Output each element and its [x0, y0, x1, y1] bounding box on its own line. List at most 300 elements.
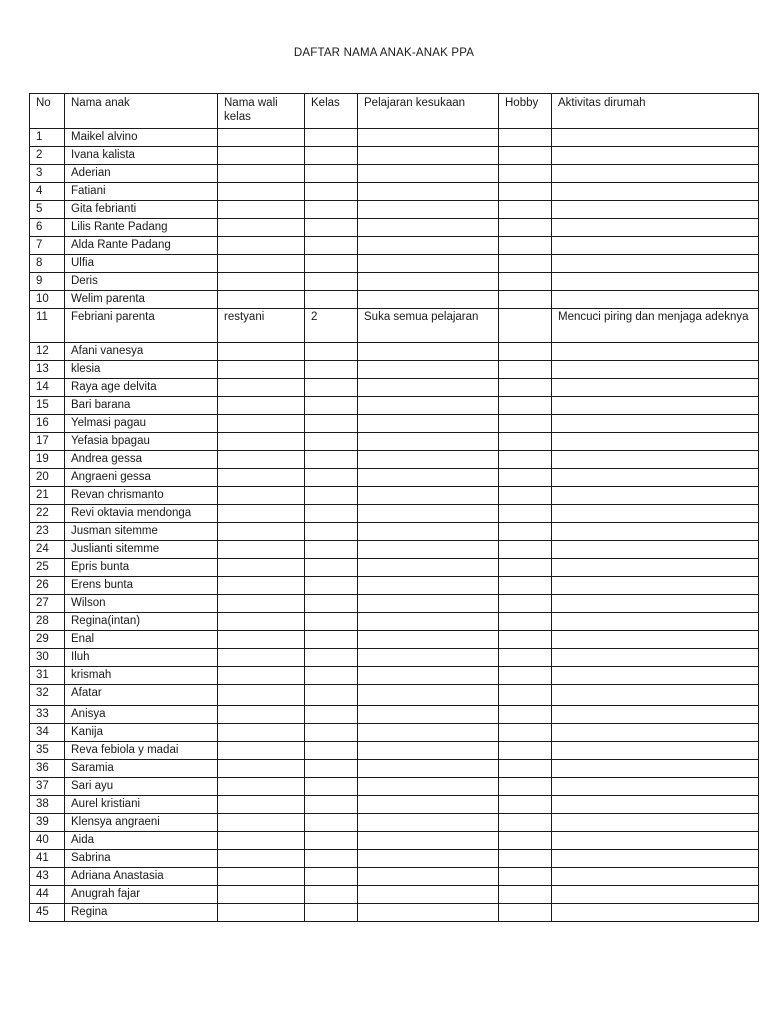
cell-no: 20 [30, 469, 65, 487]
cell-nama-wali-kelas [218, 147, 305, 165]
cell-no: 23 [30, 523, 65, 541]
cell-aktivitas-dirumah [552, 451, 759, 469]
cell-aktivitas-dirumah [552, 379, 759, 397]
table-row [30, 469, 759, 487]
cell-hobby [499, 201, 552, 219]
cell-nama-wali-kelas [218, 850, 305, 868]
cell-kelas [305, 415, 358, 433]
table-row [30, 415, 759, 433]
table-body [30, 129, 759, 922]
table-row [30, 361, 759, 379]
table-row [30, 201, 759, 219]
cell-hobby [499, 868, 552, 886]
cell-kelas [305, 451, 358, 469]
cell-kelas [305, 147, 358, 165]
cell-nama-anak: Ivana kalista [65, 147, 218, 165]
cell-hobby [499, 685, 552, 706]
header-pelajaran-kesukaan: Pelajaran kesukaan [358, 94, 499, 129]
cell-pelajaran-kesukaan [358, 255, 499, 273]
cell-pelajaran-kesukaan: Suka semua pelajaran [358, 309, 499, 343]
cell-kelas [305, 165, 358, 183]
cell-no: 41 [30, 850, 65, 868]
cell-nama-wali-kelas [218, 667, 305, 685]
cell-no: 17 [30, 433, 65, 451]
cell-no: 40 [30, 832, 65, 850]
cell-kelas [305, 379, 358, 397]
cell-aktivitas-dirumah [552, 415, 759, 433]
cell-no: 11 [30, 309, 65, 343]
cell-pelajaran-kesukaan [358, 541, 499, 559]
cell-no: 29 [30, 631, 65, 649]
cell-pelajaran-kesukaan [358, 832, 499, 850]
cell-kelas [305, 433, 358, 451]
cell-kelas [305, 361, 358, 379]
cell-no: 28 [30, 613, 65, 631]
cell-nama-wali-kelas [218, 451, 305, 469]
cell-hobby [499, 237, 552, 255]
cell-aktivitas-dirumah [552, 904, 759, 922]
cell-kelas [305, 850, 358, 868]
cell-hobby [499, 219, 552, 237]
cell-aktivitas-dirumah [552, 469, 759, 487]
cell-pelajaran-kesukaan [358, 667, 499, 685]
cell-pelajaran-kesukaan [358, 886, 499, 904]
cell-nama-wali-kelas: restyani [218, 309, 305, 343]
cell-hobby [499, 778, 552, 796]
cell-nama-anak: Lilis Rante Padang [65, 219, 218, 237]
cell-pelajaran-kesukaan [358, 343, 499, 361]
cell-pelajaran-kesukaan [358, 760, 499, 778]
cell-kelas [305, 291, 358, 309]
cell-nama-wali-kelas [218, 595, 305, 613]
cell-nama-anak: Febriani parenta [65, 309, 218, 343]
cell-nama-wali-kelas [218, 724, 305, 742]
cell-kelas [305, 667, 358, 685]
cell-nama-wali-kelas [218, 832, 305, 850]
cell-nama-wali-kelas [218, 379, 305, 397]
cell-pelajaran-kesukaan [358, 361, 499, 379]
table-row [30, 649, 759, 667]
table-row [30, 706, 759, 724]
table-row [30, 613, 759, 631]
cell-pelajaran-kesukaan [358, 219, 499, 237]
cell-pelajaran-kesukaan [358, 201, 499, 219]
header-nama-wali-kelas: Nama wali kelas [218, 94, 305, 129]
cell-hobby [499, 832, 552, 850]
cell-aktivitas-dirumah [552, 760, 759, 778]
cell-no: 21 [30, 487, 65, 505]
cell-aktivitas-dirumah [552, 850, 759, 868]
cell-aktivitas-dirumah [552, 147, 759, 165]
cell-nama-wali-kelas [218, 469, 305, 487]
table-row [30, 541, 759, 559]
cell-aktivitas-dirumah [552, 487, 759, 505]
cell-kelas [305, 868, 358, 886]
cell-nama-anak: Afatar [65, 685, 218, 706]
cell-pelajaran-kesukaan [358, 595, 499, 613]
cell-kelas [305, 255, 358, 273]
table-row [30, 886, 759, 904]
cell-no: 2 [30, 147, 65, 165]
table-row [30, 237, 759, 255]
cell-aktivitas-dirumah [552, 129, 759, 147]
cell-pelajaran-kesukaan [358, 433, 499, 451]
cell-no: 13 [30, 361, 65, 379]
cell-nama-wali-kelas [218, 814, 305, 832]
cell-no: 38 [30, 796, 65, 814]
cell-aktivitas-dirumah [552, 631, 759, 649]
cell-no: 32 [30, 685, 65, 706]
cell-aktivitas-dirumah [552, 183, 759, 201]
cell-kelas [305, 613, 358, 631]
cell-no: 10 [30, 291, 65, 309]
cell-nama-wali-kelas [218, 760, 305, 778]
cell-nama-anak: Bari barana [65, 397, 218, 415]
cell-pelajaran-kesukaan [358, 796, 499, 814]
cell-aktivitas-dirumah [552, 559, 759, 577]
table-header-row [30, 94, 759, 129]
cell-no: 31 [30, 667, 65, 685]
cell-nama-wali-kelas [218, 433, 305, 451]
cell-pelajaran-kesukaan [358, 559, 499, 577]
cell-no: 8 [30, 255, 65, 273]
cell-aktivitas-dirumah [552, 219, 759, 237]
cell-kelas [305, 397, 358, 415]
cell-no: 39 [30, 814, 65, 832]
cell-aktivitas-dirumah [552, 165, 759, 183]
cell-aktivitas-dirumah [552, 868, 759, 886]
cell-nama-anak: Klensya angraeni [65, 814, 218, 832]
cell-no: 9 [30, 273, 65, 291]
cell-nama-wali-kelas [218, 255, 305, 273]
cell-kelas [305, 487, 358, 505]
header-aktivitas-dirumah: Aktivitas dirumah [552, 94, 759, 129]
cell-hobby [499, 291, 552, 309]
cell-hobby [499, 760, 552, 778]
table-row [30, 129, 759, 147]
cell-nama-anak: Regina(intan) [65, 613, 218, 631]
cell-hobby [499, 724, 552, 742]
cell-kelas [305, 631, 358, 649]
cell-nama-anak: Erens bunta [65, 577, 218, 595]
cell-hobby [499, 397, 552, 415]
table-row [30, 451, 759, 469]
cell-nama-anak: Welim parenta [65, 291, 218, 309]
cell-kelas [305, 343, 358, 361]
cell-pelajaran-kesukaan [358, 379, 499, 397]
cell-aktivitas-dirumah [552, 706, 759, 724]
cell-nama-wali-kelas [218, 523, 305, 541]
cell-nama-wali-kelas [218, 165, 305, 183]
cell-nama-wali-kelas [218, 706, 305, 724]
table-row [30, 685, 759, 706]
cell-kelas [305, 796, 358, 814]
cell-hobby [499, 361, 552, 379]
cell-pelajaran-kesukaan [358, 631, 499, 649]
cell-hobby [499, 796, 552, 814]
cell-pelajaran-kesukaan [358, 868, 499, 886]
cell-nama-wali-kelas [218, 291, 305, 309]
cell-aktivitas-dirumah [552, 577, 759, 595]
cell-no: 6 [30, 219, 65, 237]
cell-hobby [499, 631, 552, 649]
cell-no: 16 [30, 415, 65, 433]
cell-nama-anak: Iluh [65, 649, 218, 667]
cell-nama-anak: Anisya [65, 706, 218, 724]
cell-pelajaran-kesukaan [358, 613, 499, 631]
cell-aktivitas-dirumah [552, 237, 759, 255]
cell-nama-wali-kelas [218, 778, 305, 796]
cell-kelas [305, 595, 358, 613]
cell-nama-wali-kelas [218, 487, 305, 505]
cell-no: 22 [30, 505, 65, 523]
table-row [30, 309, 759, 343]
table-row [30, 379, 759, 397]
cell-kelas [305, 577, 358, 595]
cell-kelas [305, 778, 358, 796]
cell-nama-anak: Ulfia [65, 255, 218, 273]
cell-kelas [305, 523, 358, 541]
table-row [30, 523, 759, 541]
cell-no: 36 [30, 760, 65, 778]
cell-pelajaran-kesukaan [358, 742, 499, 760]
table-row [30, 667, 759, 685]
cell-kelas [305, 724, 358, 742]
table-row [30, 147, 759, 165]
cell-no: 37 [30, 778, 65, 796]
cell-hobby [499, 433, 552, 451]
cell-nama-wali-kelas [218, 541, 305, 559]
cell-no: 33 [30, 706, 65, 724]
cell-aktivitas-dirumah [552, 796, 759, 814]
cell-hobby [499, 487, 552, 505]
cell-aktivitas-dirumah [552, 343, 759, 361]
cell-nama-anak: Deris [65, 273, 218, 291]
cell-nama-anak: Enal [65, 631, 218, 649]
cell-hobby [499, 850, 552, 868]
cell-nama-wali-kelas [218, 397, 305, 415]
cell-hobby [499, 559, 552, 577]
cell-pelajaran-kesukaan [358, 685, 499, 706]
table-row [30, 832, 759, 850]
cell-nama-anak: Fatiani [65, 183, 218, 201]
cell-aktivitas-dirumah [552, 595, 759, 613]
cell-nama-anak: Anugrah fajar [65, 886, 218, 904]
cell-kelas [305, 832, 358, 850]
cell-nama-anak: Yelmasi pagau [65, 415, 218, 433]
cell-hobby [499, 273, 552, 291]
cell-hobby [499, 415, 552, 433]
cell-pelajaran-kesukaan [358, 724, 499, 742]
cell-no: 26 [30, 577, 65, 595]
cell-no: 19 [30, 451, 65, 469]
cell-nama-anak: Afani vanesya [65, 343, 218, 361]
cell-nama-anak: Alda Rante Padang [65, 237, 218, 255]
cell-nama-wali-kelas [218, 343, 305, 361]
table-row [30, 273, 759, 291]
cell-nama-wali-kelas [218, 361, 305, 379]
cell-nama-anak: Epris bunta [65, 559, 218, 577]
cell-nama-wali-kelas [218, 273, 305, 291]
cell-pelajaran-kesukaan [358, 505, 499, 523]
cell-kelas [305, 886, 358, 904]
cell-pelajaran-kesukaan [358, 147, 499, 165]
cell-pelajaran-kesukaan [358, 577, 499, 595]
cell-hobby [499, 577, 552, 595]
cell-hobby [499, 255, 552, 273]
cell-hobby [499, 379, 552, 397]
cell-kelas [305, 129, 358, 147]
cell-aktivitas-dirumah [552, 685, 759, 706]
header-no: No [30, 94, 65, 129]
table-row [30, 814, 759, 832]
cell-nama-anak: Andrea gessa [65, 451, 218, 469]
cell-pelajaran-kesukaan [358, 165, 499, 183]
cell-aktivitas-dirumah [552, 433, 759, 451]
cell-hobby [499, 886, 552, 904]
cell-hobby [499, 147, 552, 165]
cell-pelajaran-kesukaan [358, 814, 499, 832]
table-row [30, 868, 759, 886]
cell-nama-anak: Revi oktavia mendonga [65, 505, 218, 523]
cell-no: 4 [30, 183, 65, 201]
table-row [30, 505, 759, 523]
cell-pelajaran-kesukaan [358, 904, 499, 922]
cell-aktivitas-dirumah [552, 814, 759, 832]
cell-nama-anak: Reva febiola y madai [65, 742, 218, 760]
table-row [30, 850, 759, 868]
cell-no: 1 [30, 129, 65, 147]
cell-nama-wali-kelas [218, 886, 305, 904]
cell-nama-anak: Adriana Anastasia [65, 868, 218, 886]
cell-nama-anak: Juslianti sitemme [65, 541, 218, 559]
cell-pelajaran-kesukaan [358, 415, 499, 433]
header-nama-anak: Nama anak [65, 94, 218, 129]
cell-aktivitas-dirumah [552, 505, 759, 523]
cell-pelajaran-kesukaan [358, 397, 499, 415]
cell-pelajaran-kesukaan [358, 706, 499, 724]
cell-nama-anak: Regina [65, 904, 218, 922]
cell-nama-wali-kelas [218, 219, 305, 237]
cell-nama-anak: Raya age delvita [65, 379, 218, 397]
table-row [30, 577, 759, 595]
cell-pelajaran-kesukaan [358, 487, 499, 505]
cell-nama-wali-kelas [218, 613, 305, 631]
cell-no: 3 [30, 165, 65, 183]
cell-nama-wali-kelas [218, 183, 305, 201]
table-row [30, 796, 759, 814]
cell-kelas [305, 237, 358, 255]
cell-nama-anak: Wilson [65, 595, 218, 613]
cell-nama-wali-kelas [218, 685, 305, 706]
cell-aktivitas-dirumah [552, 742, 759, 760]
cell-hobby [499, 129, 552, 147]
cell-pelajaran-kesukaan [358, 523, 499, 541]
cell-kelas [305, 219, 358, 237]
cell-kelas [305, 760, 358, 778]
cell-no: 12 [30, 343, 65, 361]
table-row [30, 760, 759, 778]
cell-hobby [499, 523, 552, 541]
cell-no: 14 [30, 379, 65, 397]
cell-nama-anak: Gita febrianti [65, 201, 218, 219]
table-row [30, 433, 759, 451]
cell-no: 5 [30, 201, 65, 219]
table-row [30, 183, 759, 201]
cell-no: 25 [30, 559, 65, 577]
cell-hobby [499, 742, 552, 760]
cell-aktivitas-dirumah [552, 397, 759, 415]
cell-nama-wali-kelas [218, 904, 305, 922]
cell-kelas [305, 273, 358, 291]
table-row [30, 724, 759, 742]
cell-hobby [499, 814, 552, 832]
cell-pelajaran-kesukaan [358, 649, 499, 667]
header-hobby: Hobby [499, 94, 552, 129]
table-row [30, 255, 759, 273]
cell-nama-wali-kelas [218, 631, 305, 649]
cell-nama-wali-kelas [218, 505, 305, 523]
cell-aktivitas-dirumah [552, 201, 759, 219]
cell-pelajaran-kesukaan [358, 778, 499, 796]
table-row [30, 397, 759, 415]
cell-kelas [305, 469, 358, 487]
cell-kelas [305, 904, 358, 922]
cell-hobby [499, 451, 552, 469]
cell-nama-anak: klesia [65, 361, 218, 379]
children-roster-table [29, 93, 759, 922]
table-row [30, 219, 759, 237]
cell-hobby [499, 183, 552, 201]
cell-aktivitas-dirumah [552, 541, 759, 559]
cell-nama-wali-kelas [218, 796, 305, 814]
cell-nama-anak: Revan chrismanto [65, 487, 218, 505]
cell-no: 15 [30, 397, 65, 415]
cell-hobby [499, 649, 552, 667]
cell-aktivitas-dirumah [552, 832, 759, 850]
cell-hobby [499, 667, 552, 685]
cell-nama-anak: Angraeni gessa [65, 469, 218, 487]
cell-nama-anak: Aderian [65, 165, 218, 183]
table-row [30, 778, 759, 796]
cell-hobby [499, 343, 552, 361]
cell-pelajaran-kesukaan [358, 291, 499, 309]
cell-hobby [499, 505, 552, 523]
table-row [30, 343, 759, 361]
cell-kelas [305, 649, 358, 667]
header-kelas: Kelas [305, 94, 358, 129]
document-title: DAFTAR NAMA ANAK-ANAK PPA [293, 47, 475, 59]
cell-aktivitas-dirumah [552, 649, 759, 667]
cell-aktivitas-dirumah [552, 886, 759, 904]
cell-no: 44 [30, 886, 65, 904]
cell-pelajaran-kesukaan [358, 273, 499, 291]
cell-pelajaran-kesukaan [358, 129, 499, 147]
cell-kelas [305, 541, 358, 559]
cell-nama-anak: Maikel alvino [65, 129, 218, 147]
table-row [30, 165, 759, 183]
cell-pelajaran-kesukaan [358, 850, 499, 868]
cell-nama-wali-kelas [218, 129, 305, 147]
cell-nama-anak: Yefasia bpagau [65, 433, 218, 451]
cell-nama-wali-kelas [218, 237, 305, 255]
cell-no: 45 [30, 904, 65, 922]
table-row [30, 487, 759, 505]
cell-nama-anak: Kanija [65, 724, 218, 742]
cell-aktivitas-dirumah [552, 273, 759, 291]
cell-nama-anak: Sabrina [65, 850, 218, 868]
cell-kelas [305, 685, 358, 706]
